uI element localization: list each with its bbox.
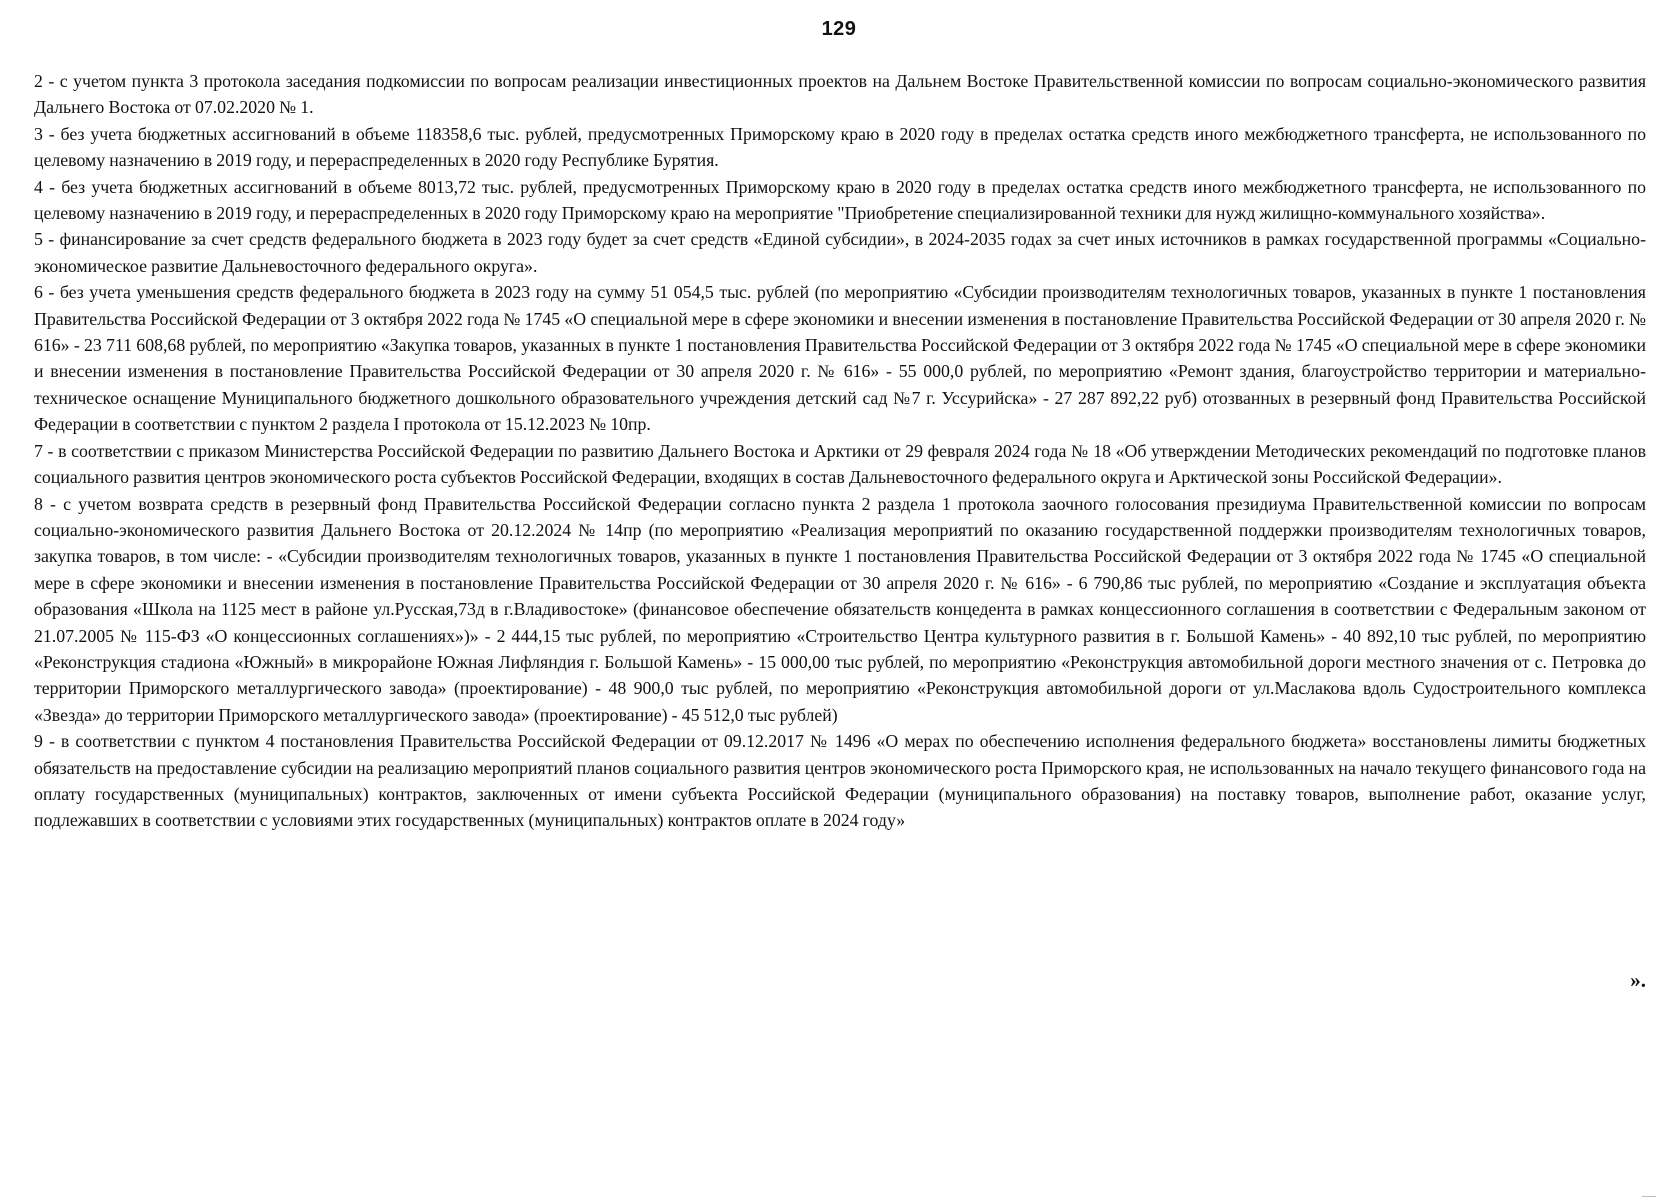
footnote-6: 6 - без учета уменьшения средств федерального бюджета в 2023 году на сумму 51 054,5 тыс. рублей (по мероприятию «Субсидии производителям технологичных товаров, указанных в пункте 1 постановления Правительства Российской Федерации от 3 октября 2022 года № 1745 «О специальной мере в сфере экономики и внесении изменения в постановление Правительства Российской Федерации от 30 апреля 2020 г. № 616» - 23 711 608,68 рублей, по мероприятию «Закупка товаров, указанных в пункте 1 постановления Правительства Российской Федерации от 3 октября 2022 года № 1745 «О специальной мере в сфере экономики и внесении изменения в постановление Правительства Российской Федерации от 30 апреля 2020 г. № 616» - 55 000,0 рублей, по мероприятию «Ремонт здания, благоустройство территории и материально-техническое оснащение Муниципального бюджетного дошкольного образовательного учреждения детский сад №7 г. Уссурийска» - 27 287 892,22 руб) отозванных в резервный фонд Правительства Российской Федерации в соответствии с пунктом 2 раздела I протокола от 15.12.2023 № 10пр. — [34, 282, 1646, 435]
footnote-2: 2 - с учетом пункта 3 протокола заседания подкомиссии по вопросам реализации инвестиционных проектов на Дальнем Востоке Правительственной комиссии по вопросам социально-экономического развития Дальнего Востока от 07.02.2020 № 1. — [34, 71, 1646, 118]
closing-quote-mark: ». — [1630, 968, 1646, 992]
footnote-8: 8 - с учетом возврата средств в резервный фонд Правительства Российской Федерации согласно пункта 2 раздела 1 протокола заочного голосования президиума Правительственной комиссии по вопросам социально-экономического развития Дальнего Востока от 20.12.2024 № 14пр (по мероприятию «Реализация мероприятий по оказанию государственной поддержки производителям технологичных товаров, закупка товаров, в том числе: - «Субсидии производителям технологичных товаров, указанных в пункте 1 постановления Правительства Российской Федерации от 3 октября 2022 года № 1745 «О специальной мере в сфере экономики и внесении изменения в постановление Правительства Российской Федерации от 30 апреля 2020 г. № 616» - 6 790,86 тыс рублей, по мероприятию «Создание и эксплуатация объекта образования «Школа на 1125 мест в районе ул.Русская,73д в г.Владивостоке» (финансовое обеспечение обязательств концедента в рамках концессионного соглашения в соответствии с Федеральным законом от 21.07.2005 № 115-ФЗ «О концессионных соглашениях»)» - 2 444,15 тыс рублей, по мероприятию «Строительство Центра культурного развития в г. Большой Камень» - 40 892,10 тыс рублей, по мероприятию «Реконструкция стадиона «Южный» в микрорайоне Южная Лифляндия г. Большой Камень» - 15 000,00 тыс рублей, по мероприятию «Реконструкция автомобильной дороги местного значения от с. Петровка до территории Приморского металлургического завода» (проектирование) - 48 900,0 тыс рублей, по мероприятию «Реконструкция автомобильной дороги от ул.Маслакова вдоль Судостроительного комплекса «Звезда» до территории Приморского металлургического завода» (проектирование) - 45 512,0 тыс рублей) — [34, 493, 1646, 725]
footnote-7: 7 - в соответствии с приказом Министерства Российской Федерации по развитию Дальнего Востока и Арктики от 29 февраля 2024 года № 18 «Об утверждении Методических рекомендаций по подготовке планов социального развития центров экономического роста субъектов Российской Федерации, входящих в состав Дальневосточного федерального округа и Арктической зоны Российской Федерации». — [34, 440, 1646, 488]
footnote-9: 9 - в соответствии с пунктом 4 постановления Правительства Российской Федерации от 09.12.2017 № 1496 «О мерах по обеспечению исполнения федерального бюджета» восстановлены лимиты бюджетных обязательств на предоставление субсидии на реализацию мероприятий планов социального развития центров экономического роста Приморского края, не использованных на начало текущего финансового года на оплату государственных (муниципальных) контрактов, заключенных от имени субъекта Российской Федерации (муниципального образования) на поставку товаров, выполнение работ, оказание услуг, подлежавших в соответствии с условиями этих государственных (муниципальных) контрактов оплате в 2024 году» — [34, 731, 1646, 831]
footnote-3: 3 - без учета бюджетных ассигнований в объеме 118358,6 тыс. рублей, предусмотренных Приморскому краю в 2020 году в пределах остатка средств иного межбюджетного трансферта, не использованного по целевому назначению в 2019 году, и перераспределенных в 2020 году Республике Бурятия. — [34, 123, 1646, 171]
footnotes-list — [34, 68, 1646, 834]
footnote-5: 5 - финансирование за счет средств федерального бюджета в 2023 году будет за счет средств «Единой субсидии», в 2024-2035 годах за счет иных источников в рамках государственной программы «Социально-экономическое развитие Дальневосточного федерального округа». — [34, 229, 1646, 276]
footnote-4: 4 - без учета бюджетных ассигнований в объеме 8013,72 тыс. рублей, предусмотренных Приморскому краю в 2020 году в пределах остатка средств иного межбюджетного трансферта, не использованного по целевому назначению в 2019 году, и перераспределенных в 2020 году Приморскому краю на мероприятие "Приобретение специализированной техники для нужд жилищно-коммунального хозяйства». — [34, 176, 1646, 224]
scan-artifact — [1642, 1196, 1656, 1197]
page-number: 129 — [821, 18, 857, 40]
